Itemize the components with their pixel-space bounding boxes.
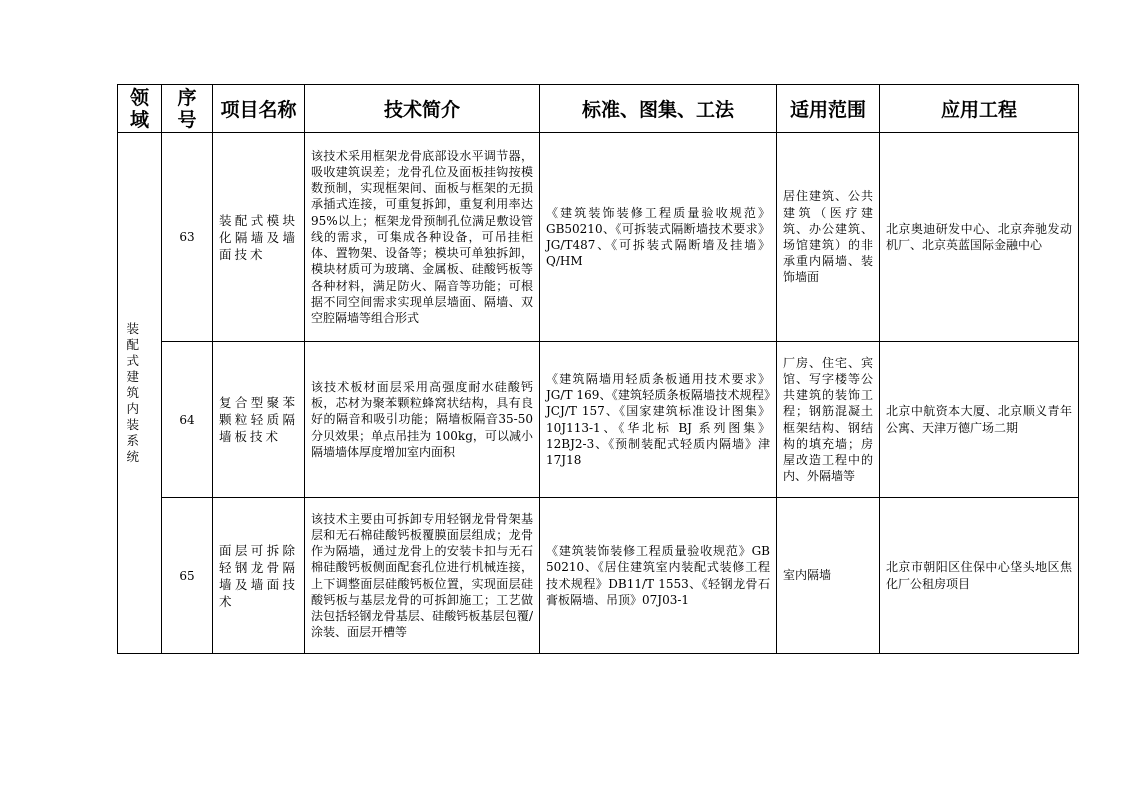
standards-table bbox=[117, 84, 1079, 654]
domain-label: 装配式建筑内装系统 bbox=[126, 321, 143, 464]
seq-cell: 63 bbox=[162, 133, 213, 342]
standard-cell: 《建筑装饰装修工程质量验收规范》GB 50210、《居住建筑室内装配式装修工程技术规程》DB11/T 1553、《轻钢龙骨石膏板隔墙、吊顶》07J03-1 bbox=[540, 498, 777, 654]
scope-cell: 居住建筑、公共建筑（医疗建筑、办公建筑、场馆建筑）的非承重内隔墙、装饰墙面 bbox=[777, 133, 880, 342]
intro-cell: 该技术板材面层采用高强度耐水硅酸钙板，芯材为聚苯颗粒蜂窝状结构，具有良好的隔音和吸引功能；隔墙板隔音35-50 分贝效果；单点吊挂为 100kg，可以减小隔墙墙体厚度增加室内面积 bbox=[305, 342, 540, 498]
header-intro: 技术简介 bbox=[305, 85, 540, 133]
header-seq: 序 号 bbox=[162, 85, 213, 133]
table-row bbox=[118, 133, 1079, 342]
standard-cell: 《建筑装饰装修工程质量验收规范》GB50210、《可拆装式隔断墙技术要求》JG/T487、《可拆装式隔断墙及挂墙》Q/HM bbox=[540, 133, 777, 342]
intro-cell: 该技术主要由可拆卸专用轻钢龙骨骨架基层和无石棉硅酸钙板覆膜面层组成；龙骨作为隔墙，通过龙骨上的安装卡扣与无石棉硅酸钙板侧面配套孔位进行机械连接，上下调整面层硅酸钙板位置，实现面层硅酸钙板与基层龙骨的可拆卸施工；工艺做法包括轻钢龙骨基层、硅酸钙板基层包覆/涂装、面层开槽等 bbox=[305, 498, 540, 654]
header-project: 应用工程 bbox=[880, 85, 1079, 133]
project-name-cell: 装配式模块化隔墙及墙面技术 bbox=[213, 133, 305, 342]
header-name: 项目名称 bbox=[213, 85, 305, 133]
application-cell: 北京奥迪研发中心、北京奔驰发动机厂、北京英蓝国际金融中心 bbox=[880, 133, 1079, 342]
header-standard: 标准、图集、工法 bbox=[540, 85, 777, 133]
table-row bbox=[118, 342, 1079, 498]
project-name-cell: 面层可拆除轻钢龙骨隔墙及墙面技术 bbox=[213, 498, 305, 654]
seq-cell: 65 bbox=[162, 498, 213, 654]
application-cell: 北京中航资本大厦、北京顺义青年公寓、天津万德广场二期 bbox=[880, 342, 1079, 498]
header-scope: 适用范围 bbox=[777, 85, 880, 133]
header-row bbox=[118, 85, 1079, 133]
seq-cell: 64 bbox=[162, 342, 213, 498]
scope-cell: 厂房、住宅、宾馆、写字楼等公共建筑的装饰工程；钢筋混凝土框架结构、钢结构的填充墙；房屋改造工程中的内、外隔墙等 bbox=[777, 342, 880, 498]
standard-cell: 《建筑隔墙用轻质条板通用技术要求》JG/T 169、《建筑轻质条板隔墙技术规程》JCJ/T 157、《国家建筑标准设计图集》10J113-1、《华北标 BJ 系列图集》12BJ2-3、《预制装配式轻质内隔墙》津17J18 bbox=[540, 342, 777, 498]
scope-cell: 室内隔墙 bbox=[777, 498, 880, 654]
project-name-cell: 复合型聚苯颗粒轻质隔墙板技术 bbox=[213, 342, 305, 498]
application-cell: 北京市朝阳区住保中心垡头地区焦化厂公租房项目 bbox=[880, 498, 1079, 654]
header-domain: 领 域 bbox=[118, 85, 162, 133]
table-row bbox=[118, 498, 1079, 654]
domain-cell bbox=[118, 133, 162, 654]
intro-cell: 该技术采用框架龙骨底部设水平调节器，吸收建筑误差；龙骨孔位及面板挂钩按模数预制，实现框架间、面板与框架的无损承插式连接，可重复拆卸，重复利用率达 95%以上；框架龙骨预制孔位满足敷设管线的需求，可集成各种设备，可吊挂柜体、置物架、设备等；模块可单独拆卸，模块材质可为玻璃、金属板、硅酸钙板等各种材料，满足防火、隔音等功能；可根据不同空间需求实现单层墙面、隔墙、双空腔隔墙等组合形式 bbox=[305, 133, 540, 342]
